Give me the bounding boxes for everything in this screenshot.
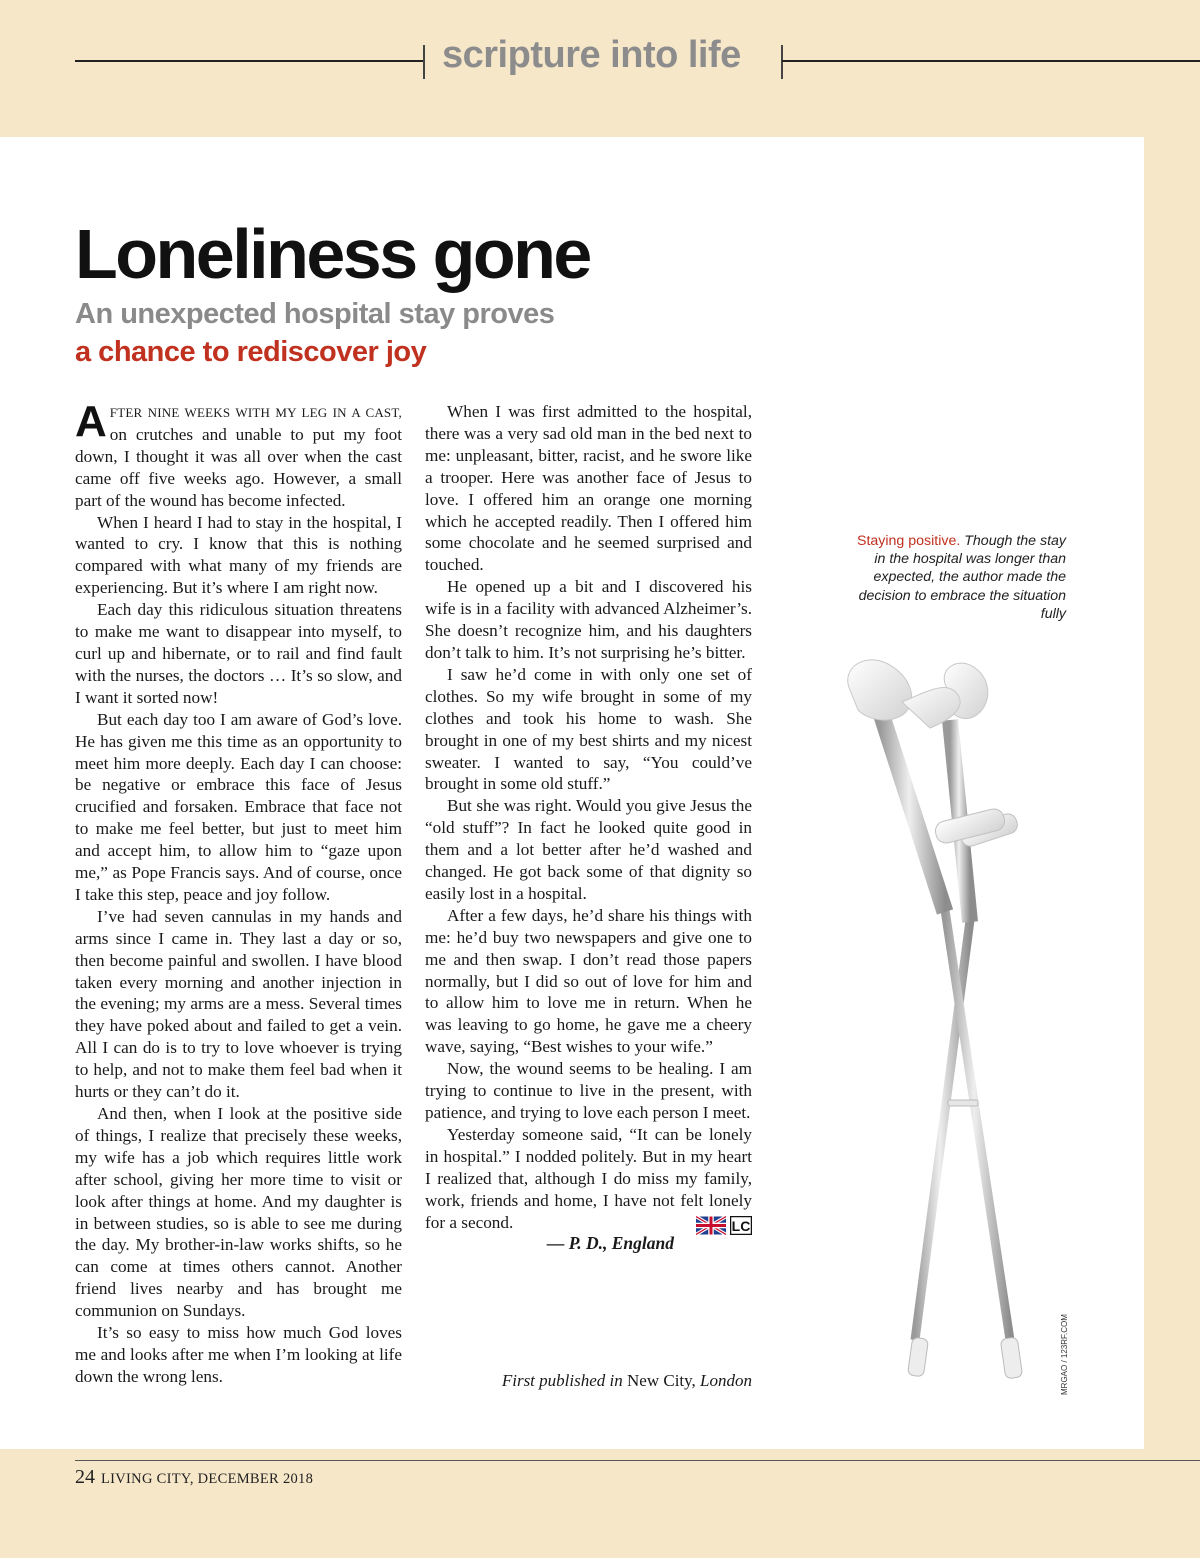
photo-caption — [846, 532, 1066, 623]
page-footer — [75, 1466, 313, 1489]
crutches-illustration — [840, 650, 1070, 1400]
header-tick-left — [423, 45, 425, 79]
paragraph: After a few days, he’d share his things with me: he’d buy two newspapers and give one to me and then swap. I don’t read those papers normally, but I did so out of love for him and to allow him to love me in return. When he was leaving to go home, he gave me a cheery wave, saying, “Best wishes to your wife.” — [425, 905, 752, 1057]
paragraph: When I heard I had to stay in the hospital, I wanted to cry. I know that this is nothing compared with what many of my friends are experiencing. But it’s where I am right now. — [75, 512, 402, 598]
uk-flag-icon — [696, 1216, 726, 1235]
first-paragraph-text: on crutches and unable to put my foot down, I thought it was all over when the cast came off five weeks ago. However, a small part of the wound has become infected. — [75, 424, 402, 510]
paragraph: I’ve had seven cannulas in my hands and arms since I came in. They last a day or so, then become painful and swollen. I have blood taken every morning and another injection in the evening; my arms are a mess. Several times they have poked about and failed to get a vein. All I can do is to try to love whoever is trying to help, and not to make them feel bad when it hurts or they can’t do it. — [75, 906, 402, 1102]
paragraph: When I was first admitted to the hospital, there was a very sad old man in the bed next to me: unpleasant, bitter, racist, and he swore like a trooper. Here was another face of Jesus to love. I offered him an orange one morning which he accepted readily. Then I offered him some chocolate and he seemed surprised and touched. — [425, 402, 752, 575]
header-rule-left — [75, 60, 423, 62]
photo-credit: MRGAO / 123RF.COM — [1060, 1314, 1069, 1395]
last-paragraph — [425, 1124, 752, 1234]
header-tick-right — [781, 45, 783, 79]
publication-credit: First published in New City, London — [501, 1371, 752, 1390]
paragraph: And then, when I look at the positive side of things, I realize that precisely these weeks, my wife has a job which requires little work after school, giving her more time to visit or look after things at home. And my daughter is in between studies, so is able to see me during the day. My brother-in-law works shifts, so he can come at times others cannot. Another friend lives nearby and has brought me communion on Sundays. — [75, 1104, 402, 1321]
article-subtitle-line1: An unexpected hospital stay proves — [75, 298, 555, 330]
author-signature: — P. D., England — [546, 1233, 674, 1254]
caption-lead: Staying positive. — [857, 533, 961, 549]
article-title: Loneliness gone — [75, 215, 590, 293]
end-marks — [674, 1214, 752, 1236]
paragraph: But each day too I am aware of God’s love. He has given me this time as an opportunity to meet him more deeply. Each day I can choose: be negative or embrace this face of Jesus crucified and forsaken. Embrace that face not to make me feel better, but just to meet him and accept him, to allow him to “gaze upon me,” as Pope Francis says. And of course, once I take this step, peace and joy follow. — [75, 709, 402, 904]
footer-rule — [75, 1460, 1200, 1461]
drop-cap: A — [75, 397, 107, 446]
paragraph: It’s so easy to miss how much God loves me and looks after me when I’m looking at life down the wrong lens. — [75, 1323, 402, 1386]
living-city-logo-icon — [730, 1216, 752, 1235]
paragraph: He opened up a bit and I discovered his wife is in a facility with advanced Alzheimer’s. She doesn’t recognize him, and his daughters don’t talk to him. It’s not surprising he’s bitter. — [425, 577, 752, 662]
article-column-1 — [75, 397, 402, 1388]
magazine-issue: LIVING CITY, DECEMBER 2018 — [101, 1471, 314, 1487]
page-number: 24 — [75, 1466, 95, 1488]
svg-text:LC: LC — [731, 1218, 751, 1235]
paragraph: Now, the wound seems to be healing. I am trying to continue to live in the present, with patience, and trying to love each person I meet. — [425, 1059, 752, 1122]
last-paragraph-text: Yesterday someone said, “It can be lonely in hospital.” I nodded politely. But in my heart I realized that, although I do miss my family, work, friends and home, I have not felt lonely for a second. — [425, 1124, 752, 1232]
article-subtitle-line2: a chance to rediscover joy — [75, 336, 427, 368]
paragraph: Each day this ridiculous situation threatens to make me want to disappear into myself, to curl up and hibernate, or to rail and find fault with the nurses, the doctors … It’s so slow, and I want it sorted now! — [75, 600, 402, 707]
article-first-paragraph — [75, 397, 402, 512]
section-label: scripture into life — [442, 34, 741, 76]
paragraph: But she was right. Would you give Jesus the “old stuff”? In fact he looked quite good in them and a lot better after he’d washed and changed. He got back some of that dignity so easily lost in a hospital. — [425, 796, 752, 903]
header-rule-right — [782, 60, 1200, 62]
caption-text: Though the stay in the hospital was longer than expected, the author made the decision to embrace the situation fully — [858, 533, 1066, 622]
paragraph: I saw he’d come in with only one set of clothes. So my wife brought in some of my clothes and took his home to wash. She brought in one of my best shirts and my nicest sweater. I wanted to say, “You could’ve brought in some old stuff.” — [425, 664, 752, 794]
lead-in-smallcaps: FTER NINE WEEKS WITH MY LEG IN A CAST, — [109, 405, 402, 420]
article-column-2 — [425, 401, 752, 1255]
